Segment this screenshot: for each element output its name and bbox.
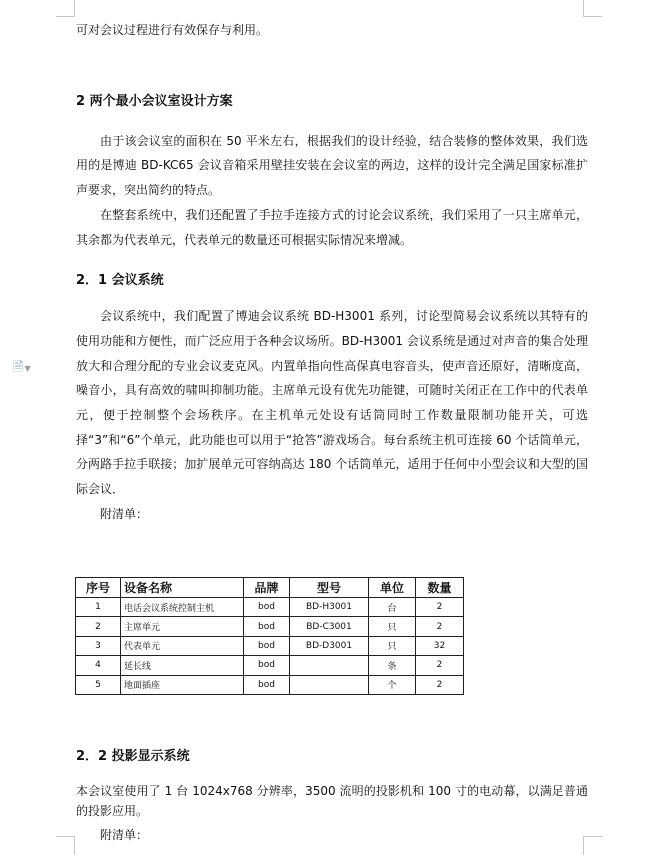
col-header-quantity: 数量 xyxy=(416,578,464,598)
crop-mark-bottom-left xyxy=(56,836,75,855)
cell-quantity: 2 xyxy=(416,598,464,617)
cell-quantity: 32 xyxy=(416,636,464,655)
crop-mark-top-right xyxy=(583,0,602,17)
section-heading-design: 2 两个最小会议室设计方案 xyxy=(76,93,233,109)
chevron-down-icon[interactable]: ▼ xyxy=(24,364,31,373)
list-label-1: 附清单： xyxy=(100,506,149,521)
cell-unit: 只 xyxy=(369,617,416,636)
intro-tail-paragraph: 可对会议过程进行有效保存与利用。 xyxy=(76,23,269,37)
table-row xyxy=(76,598,464,617)
cell-name: 主席单元 xyxy=(121,617,244,636)
equipment-table xyxy=(75,577,464,695)
cell-unit: 条 xyxy=(369,656,416,675)
cell-index: 3 xyxy=(76,636,121,655)
conference-system-paragraph: 会议系统中，我们配置了博迪会议系统 BD-H3001 系列，讨论型简易会议系统以其特有的使用功能和方便性，而广泛应用于各种会议场所。BD-H3001 会议系统是通过对声音的集合处理放大和合理分配的专业会议麦克风。内置单指向性高保真电容音头，使声音还原好，清晰度高，噪音小，具有高效的啸叫抑制功能。主席单元设有优先功能键，可随时关闭正在工作中的代表单元，便于控制整个会场秩序。在主机单元处设有话筒同时工作数量限制功能开关，可选择“3”和“6”个单元，此功能也可以用于“抢答”游戏场合。每台系统主机可连接 60 个话筒单元，分两路手拉手联接；加扩展单元可容纳高达 180 个话筒单元，适用于任何中小型会议和大型的国际会议． xyxy=(76,309,588,497)
col-header-index: 序号 xyxy=(76,578,121,598)
cell-model: BD-D3001 xyxy=(290,636,369,655)
document-body xyxy=(76,18,588,527)
table-row xyxy=(76,675,464,694)
cell-unit: 只 xyxy=(369,636,416,655)
cell-quantity: 2 xyxy=(416,617,464,636)
projection-section xyxy=(76,745,588,848)
col-header-unit: 单位 xyxy=(369,578,416,598)
cell-index: 2 xyxy=(76,617,121,636)
cell-model: BD-C3001 xyxy=(290,617,369,636)
cell-brand: bod xyxy=(244,656,290,675)
col-header-brand: 品牌 xyxy=(244,578,290,598)
projection-paragraph: 本会议室使用了 1 台 1024x768 分辨率，3500 流明的投影机和 100 寸的电动幕，以满足普通的投影应用。 xyxy=(76,784,588,818)
crop-mark-top-left xyxy=(56,0,75,17)
cell-model: BD-H3001 xyxy=(290,598,369,617)
cell-name: 地面插座 xyxy=(121,675,244,694)
cell-quantity: 2 xyxy=(416,656,464,675)
list-label-2: 附清单： xyxy=(100,828,149,842)
cell-unit: 台 xyxy=(369,598,416,617)
document-icon[interactable]: 🗎▼ xyxy=(13,360,31,375)
cell-model xyxy=(290,656,369,675)
cell-index: 5 xyxy=(76,675,121,694)
section-heading-conference-system: 2．1 会议系统 xyxy=(76,273,164,289)
table-row xyxy=(76,636,464,655)
cell-brand: bod xyxy=(244,617,290,636)
cell-quantity: 2 xyxy=(416,675,464,694)
cell-brand: bod xyxy=(244,636,290,655)
design-paragraph-2: 在整套系统中，我们还配置了手拉手连接方式的讨论会议系统，我们采用了一只主席单元，其余都为代表单元，代表单元的数量还可根据实际情况来增减。 xyxy=(76,207,588,247)
cell-name: 代表单元 xyxy=(121,636,244,655)
table-row xyxy=(76,617,464,636)
table-row xyxy=(76,656,464,675)
cell-model xyxy=(290,675,369,694)
section-heading-projection: 2．2 投影显示系统 xyxy=(76,749,190,764)
col-header-model: 型号 xyxy=(290,578,369,598)
cell-name: 电话会议系统控制主机 xyxy=(121,598,244,617)
table-header-row xyxy=(76,578,464,598)
cell-brand: bod xyxy=(244,598,290,617)
col-header-name: 设备名称 xyxy=(121,578,244,598)
cell-index: 4 xyxy=(76,656,121,675)
cell-index: 1 xyxy=(76,598,121,617)
cell-name: 延长线 xyxy=(121,656,244,675)
design-paragraph-1: 由于该会议室的面积在 50 平米左右，根据我们的设计经验，结合装修的整体效果，我们选用的是博迪 BD-KC65 会议音箱采用壁挂安装在会议室的两边，这样的设计完全满足国家标准扩声要求，突出简约的特点。 xyxy=(76,133,588,198)
cell-unit: 个 xyxy=(369,675,416,694)
cell-brand: bod xyxy=(244,675,290,694)
